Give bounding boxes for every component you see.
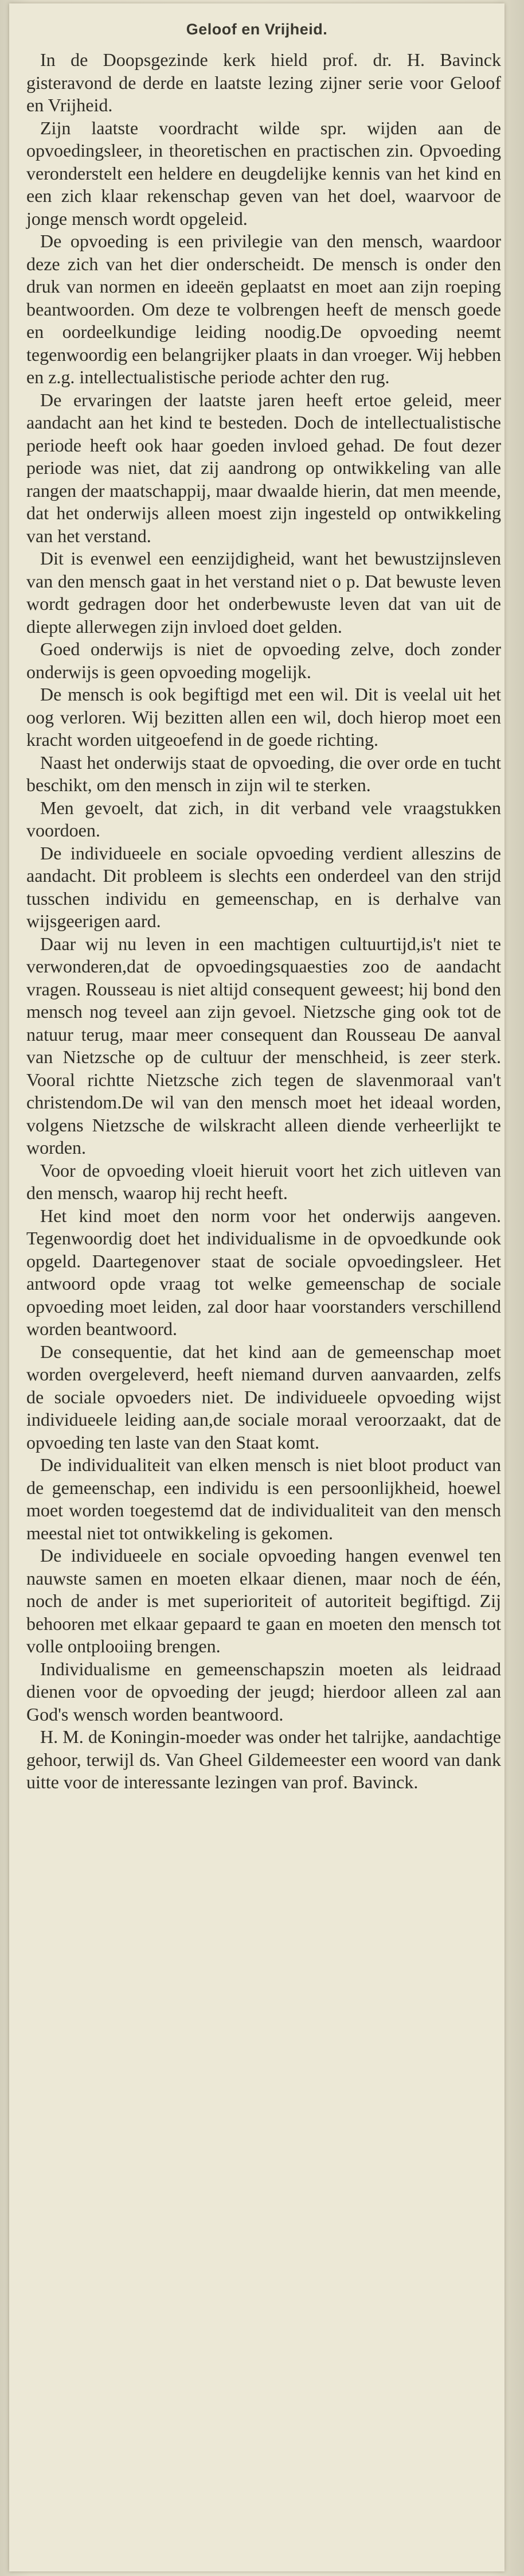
paragraph: De individueele en sociale opvoeding verdient alleszins de aandacht. Dit probleem is slechts een onderdeel van den strijd tusschen individu en gemeenschap, en is derhalve van wijsgeerigen aard. <box>26 842 501 931</box>
paragraph: Het kind moet den norm voor het onderwijs aangeven. Tegenwoordig doet het individualisme in de opvoedkunde ook opgeld. Daartegenover staat de sociale opvoedingsleer. Het antwoord opde vraag tot welke gemeenschap de sociale opvoeding moet leiden, zal door haar voorstanders verschillend worden beantwoord. <box>26 1205 501 1339</box>
paragraph: De ervaringen der laatste jaren heeft ertoe geleid, meer aandacht aan het kind te besteden. Doch de intellectualistische periode heeft ook haar goeden invloed gehad. De fout dezer periode was niet, dat zij aandrong op ontwikkeling van alle rangen der maatschappij, maar dwaalde hierin, dat men meende, dat het onderwijs alleen moest zijn ingesteld op ontwikkeling van het verstand. <box>26 389 501 546</box>
paragraph: De mensch is ook begiftigd met een wil. Dit is veelal uit het oog verloren. Wij bezitten allen een wil, doch hierop moet een kracht worden uitgeoefend in de goede richting. <box>26 684 501 750</box>
article-title: Geloof en Vrijheid. <box>186 21 328 38</box>
paragraph: De individueele en sociale opvoeding hangen evenwel ten nauwste samen en moeten elkaar dienen, maar noch de één, noch de ander is met superioriteit of autoriteit begiftigd. Zij behooren met elkaar gepaard te gaan en moeten den mensch tot volle ontplooiing brengen. <box>26 1545 501 1656</box>
paragraph: H. M. de Koningin-moeder was onder het talrijke, aandachtige gehoor, terwijl ds. Van Gheel Gildemeester een woord van dank uitte voor de interessante lezingen van prof. Bavinck. <box>26 1726 501 1792</box>
paragraph: De opvoeding is een privilegie van den mensch, waardoor deze zich van het dier onderscheidt. De mensch is onder den druk van normen en ideeën geplaatst en moet aan zijn roeping beantwoorden. Om deze te volbrengen heeft de mensch goede en oordeelkundige leiding noodig.De opvoeding neemt tegenwoordig een belangrijker plaats in dan vroeger. Wij hebben en z.g. intellectualistische periode achter den rug. <box>26 231 501 387</box>
paragraph: In de Doopsgezinde kerk hield prof. dr. H. Bavinck gisteravond de derde en laatste lezing zijner serie voor Geloof en Vrijheid. <box>26 49 501 115</box>
paragraph: De individualiteit van elken mensch is niet bloot product van de gemeenschap, een individu is een persoonlijkheid, hoewel moet worden toegestemd dat de individualiteit van den mensch meestal niet tot ontwikkeling is gekomen. <box>26 1454 501 1543</box>
paragraph: Dit is evenwel een eenzijdigheid, want het bewustzijnsleven van den mensch gaat in het verstand niet o p. Dat bewuste leven wordt gedragen door het onderbewuste leven dat van uit de diepte allerwegen zijn invloed doet gelden. <box>26 548 501 637</box>
paragraph: Naast het onderwijs staat de opvoeding, die over orde en tucht beschikt, om den mensch in zijn wil te sterken. <box>26 752 501 795</box>
paragraph: Individualisme en gemeenschapszin moeten als leidraad dienen voor de opvoeding der jeugd; hierdoor alleen zal aan God's wensch worden beantwoord. <box>26 1658 501 1725</box>
paragraph: De consequentie, dat het kind aan de gemeenschap moet worden overgeleverd, heeft niemand durven aanvaarden, zelfs de sociale opvoeders niet. De individueele opvoeding wijst individueele leiding aan,de sociale moraal veroorzaakt, dat de opvoeding ten laste van den Staat komt. <box>26 1341 501 1453</box>
paragraph: Daar wij nu leven in een machtigen cultuurtijd,is't niet te verwonderen,dat de opvoedingsquaesties zoo de aandacht vragen. Rousseau is niet altijd consequent geweest; hij bond den mensch nog teveel aan zijn gevoel. Nietzsche ging ook tot de natuur terug, maar meer consequent dan Rousseau De aanval van Nietzsche op de cultuur der menschheid, is zeer sterk. Vooral richtte Nietzsche zich tegen de slavenmoraal van't christendom.De wil van den mensch moet het ideaal worden, volgens Nietzsche de wilskracht alleen diende verheerlijkt te worden. <box>26 933 501 1158</box>
paragraph: Goed onderwijs is niet de opvoeding zelve, doch zonder onderwijs is geen opvoeding mogelijk. <box>26 639 501 682</box>
paragraph: Men gevoelt, dat zich, in dit verband vele vraagstukken voordoen. <box>26 797 501 840</box>
paragraph: Voor de opvoeding vloeit hieruit voort het zich uitleven van den mensch, waarop hij recht heeft. <box>26 1159 501 1203</box>
article-body <box>9 49 505 1794</box>
newspaper-clipping <box>9 3 505 2571</box>
paragraph: Zijn laatste voordracht wilde spr. wijden aan de opvoedingsleer, in theoretischen en practischen zin. Opvoeding veronderstelt een heldere en deugdelijke kennis van het kind en een zich klaar rekenschap geven van het doel, waarvoor de jonge mensch wordt opgeleid. <box>26 117 501 229</box>
